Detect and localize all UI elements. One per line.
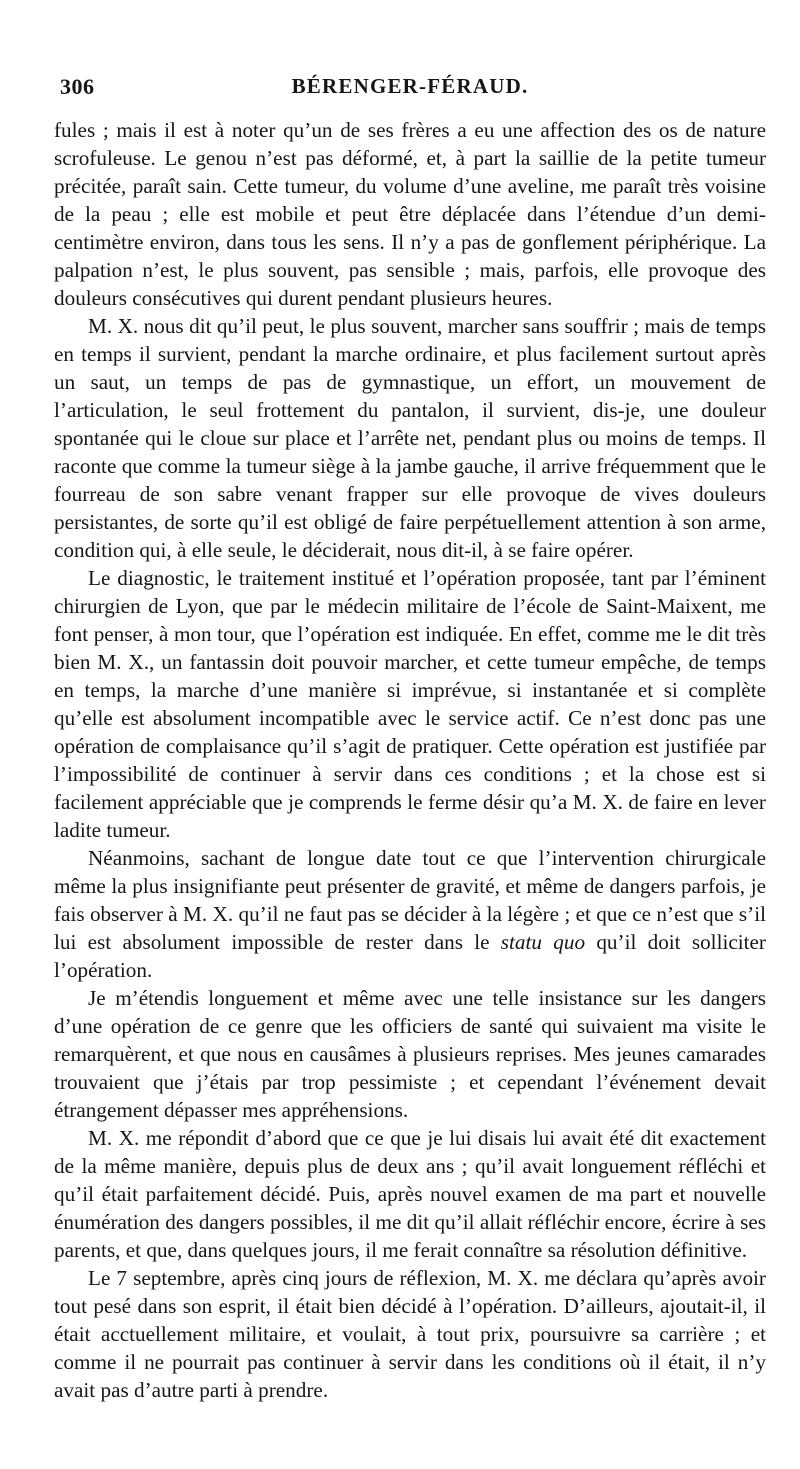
text-segment: Je m’étendis longuement et même avec une telle insistance sur les dangers d’une opération de ce genre que les officiers de santé qui suivaient ma visite le remarquèrent, et que nous en causâmes à plusieurs reprises. Mes jeunes camarades trouvaient que j’étais par trop pessimiste ; et cependant l’événement devait étrangement dépasser mes appréhensions.	[54, 986, 766, 1122]
running-title: BÉRENGER-FÉRAUD.	[291, 74, 529, 98]
paragraph	[54, 116, 766, 312]
paragraph	[54, 844, 766, 984]
body-text	[54, 116, 766, 1404]
text-segment: Néanmoins, sachant de longue date tout ce que l’intervention chirurgicale même la plus insignifiante peut présenter de gravité, et même de dangers parfois, je fais observer à M. X. qu’il ne faut pas se décider à la légère ; et que ce n’est que s’il lui est absolument impossible de rester dans le	[54, 846, 766, 954]
running-head	[54, 74, 766, 104]
text-segment: Le diagnostic, le traitement institué et l’opération proposée, tant par l’éminent chirurgien de Lyon, que par le médecin militaire de l’école de Saint-Maixent, me font penser, à mon tour, que l’opération est indiquée. En effet, comme me le dit très bien M. X., un fantassin doit pouvoir marcher, et cette tumeur empêche, de temps en temps, la marche d’une manière si imprévue, si instantanée et si complète qu’elle est absolument incompatible avec le service actif. Ce n’est donc pas une opération de complaisance qu’il s’agit de pratiquer. Cette opération est justifiée par l’impossibilité de continuer à servir dans ces conditions ; et la chose est si facilement appréciable que je comprends le ferme désir qu’a M. X. de faire en lever ladite tumeur.	[54, 566, 766, 842]
paragraph	[54, 1264, 766, 1404]
paragraph	[54, 1124, 766, 1264]
paragraph	[54, 564, 766, 844]
page-number: 306	[60, 74, 95, 99]
book-page	[54, 74, 766, 1404]
text-segment: Le 7 septembre, après cinq jours de réflexion, M. X. me déclara qu’après avoir tout pesé dans son esprit, il était bien décidé à l’opération. D’ailleurs, ajoutait-il, il était acctuellement militaire, et voulait, à tout prix, poursuivre sa carrière ; et comme il ne pourrait pas continuer à servir dans les conditions où il était, il n’y avait pas d’autre parti à prendre.	[54, 1266, 766, 1402]
text-segment: M. X. me répondit d’abord que ce que je lui disais lui avait été dit exactement de la même manière, depuis plus de deux ans ; qu’il avait longuement réfléchi et qu’il était parfaitement décidé. Puis, après nouvel examen de ma part et nouvelle énumération des dangers possibles, il me dit qu’il allait réfléchir encore, écrire à ses parents, et que, dans quelques jours, il me ferait connaître sa résolution définitive.	[54, 1126, 766, 1262]
text-segment: qu’il doit solliciter l’opération.	[54, 930, 766, 982]
paragraph	[54, 312, 766, 564]
paragraph	[54, 984, 766, 1124]
text-segment: M. X. nous dit qu’il peut, le plus souvent, marcher sans souffrir ; mais de temps en temps il survient, pendant la marche ordinaire, et plus facilement surtout après un saut, un temps de pas de gymnastique, un effort, un mouvement de l’articulation, le seul frottement du pantalon, il survient, dis-je, une douleur spontanée qui le cloue sur place et l’arrête net, pendant plus ou moins de temps. Il raconte que comme la tumeur siège à la jambe gauche, il arrive fréquemment que le fourreau de son sabre venant frapper sur elle provoque de vives douleurs persistantes, de sorte qu’il est obligé de faire perpétuellement attention à son arme, condition qui, à elle seule, le déciderait, nous dit-il, à se faire opérer.	[54, 314, 766, 562]
text-segment: fules ; mais il est à noter qu’un de ses frères a eu une affection des os de nature scrofuleuse. Le genou n’est pas déformé, et, à part la saillie de la petite tumeur précitée, paraît sain. Cette tumeur, du volume d’une aveline, me paraît très voisine de la peau ; elle est mobile et peut être déplacée dans l’étendue d’un demi-centimètre environ, dans tous les sens. Il n’y a pas de gonflement périphérique. La palpation n’est, le plus souvent, pas sensible ; mais, parfois, elle provoque des douleurs consécutives qui durent pendant plusieurs heures.	[54, 118, 766, 310]
italic-phrase: statu quo	[500, 930, 586, 954]
